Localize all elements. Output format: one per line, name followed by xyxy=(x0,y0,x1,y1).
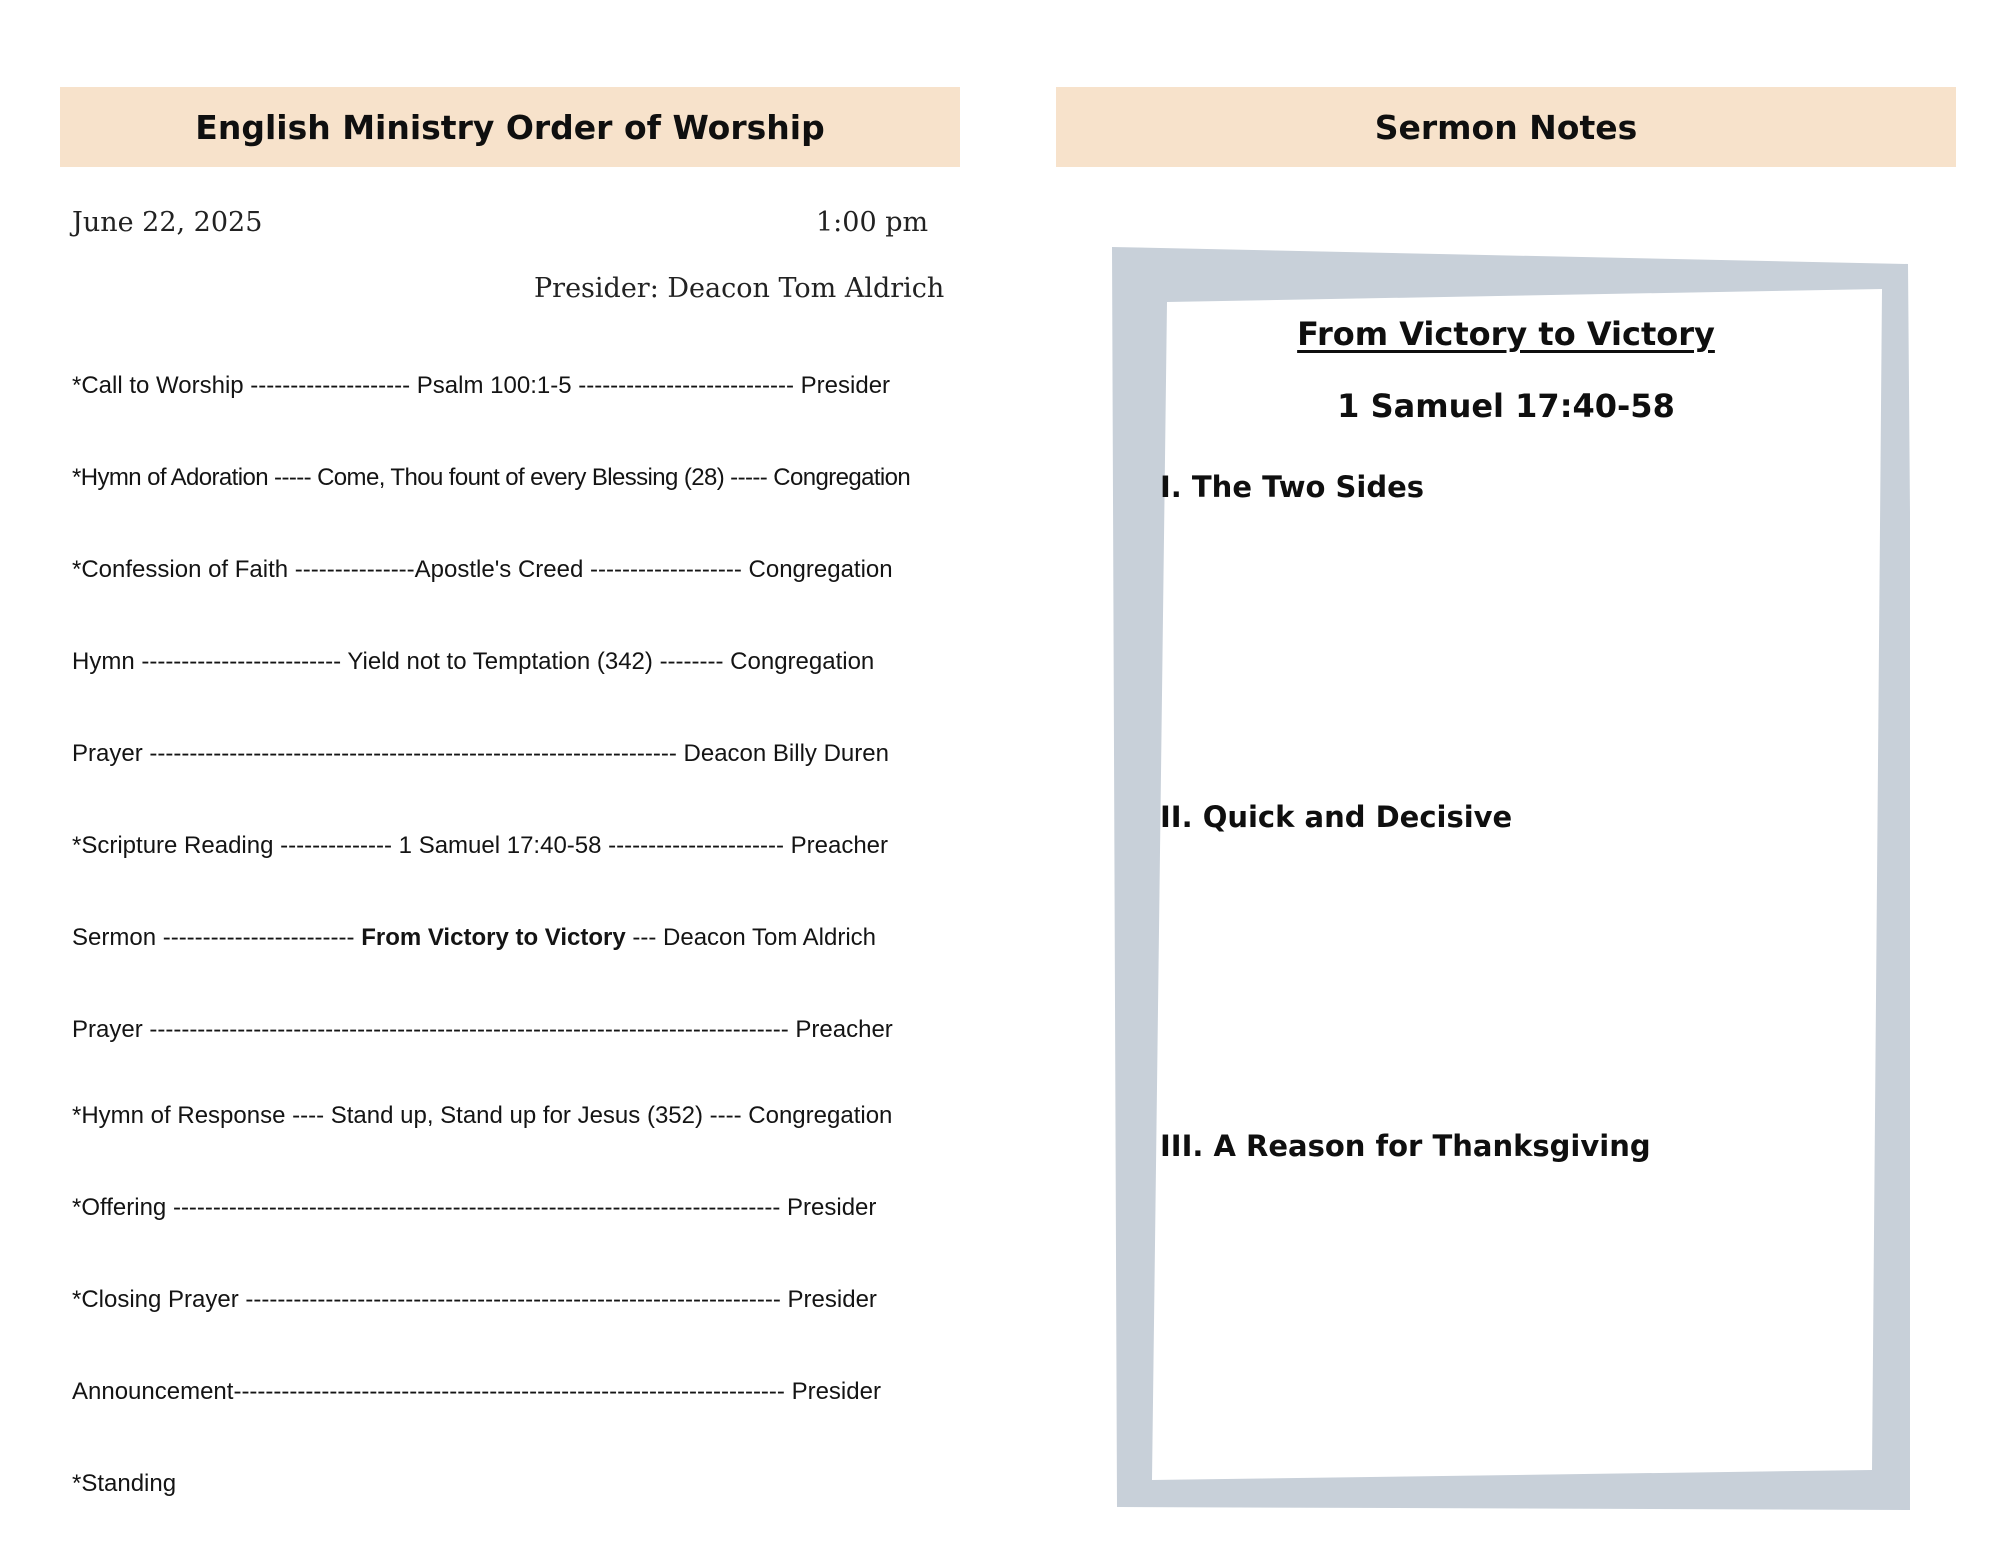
program-row-sermon xyxy=(72,924,944,952)
program-row-call-to-worship: *Call to Worship -------------------- Psalm 100:1-5 --------------------------- Presider xyxy=(72,372,891,399)
program-row-hymn: Hymn ------------------------- Yield not to Temptation (342) -------- Congregation xyxy=(72,648,875,675)
notes-frame xyxy=(1100,245,1910,1515)
program-row-closing-prayer: *Closing Prayer ------------------------------------------------------------------- Presider xyxy=(72,1286,877,1313)
program-row-prayer: Prayer ------------------------------------------------------------------ Deacon Billy Duren xyxy=(72,740,889,767)
sermon-point-3: III. A Reason for Thanksgiving xyxy=(1160,1129,1651,1163)
program-row-announcement: Announcement--------------------------------------------------------------------- Presider xyxy=(72,1378,881,1405)
sermon-point-2: II. Quick and Decisive xyxy=(1160,800,1513,834)
service-time: 1:00 pm xyxy=(816,207,929,238)
sermon-passage: 1 Samuel 17:40-58 xyxy=(1337,387,1675,425)
sermon-notes-header xyxy=(1056,87,1956,167)
standing-note: *Standing xyxy=(72,1470,177,1497)
program-row-hymn-of-response: *Hymn of Response ---- Stand up, Stand up for Jesus (352) ---- Congregation xyxy=(72,1102,893,1129)
program-row-offering: *Offering ---------------------------------------------------------------------------- Presider xyxy=(72,1194,877,1221)
program-row-confession-of-faith: *Confession of Faith ---------------Apostle's Creed ------------------- Congregation xyxy=(72,556,893,583)
order-of-worship-header xyxy=(60,87,960,167)
notes-frame-shape xyxy=(1100,245,1910,1515)
order-of-worship-title: English Ministry Order of Worship xyxy=(195,107,825,147)
presider-line: Presider: Deacon Tom Aldrich xyxy=(534,273,945,304)
sermon-row-title: From Victory to Victory xyxy=(361,924,626,951)
sermon-row-preacher: --- Deacon Tom Aldrich xyxy=(625,924,877,951)
sermon-row-lead: Sermon ------------------------ xyxy=(72,924,362,951)
program-row-scripture-reading: *Scripture Reading -------------- 1 Samuel 17:40-58 ---------------------- Preacher xyxy=(72,832,889,859)
sermon-point-1: I. The Two Sides xyxy=(1160,470,1425,504)
program-row-closing-prayer-preacher: Prayer -------------------------------------------------------------------------------- Preacher xyxy=(72,1016,893,1043)
service-date: June 22, 2025 xyxy=(72,207,263,238)
sermon-title: From Victory to Victory xyxy=(1297,315,1715,353)
sermon-notes-title: Sermon Notes xyxy=(1374,107,1638,147)
program-row-hymn-of-adoration: *Hymn of Adoration ----- Come, Thou fount of every Blessing (28) ----- Congregation xyxy=(72,464,911,491)
